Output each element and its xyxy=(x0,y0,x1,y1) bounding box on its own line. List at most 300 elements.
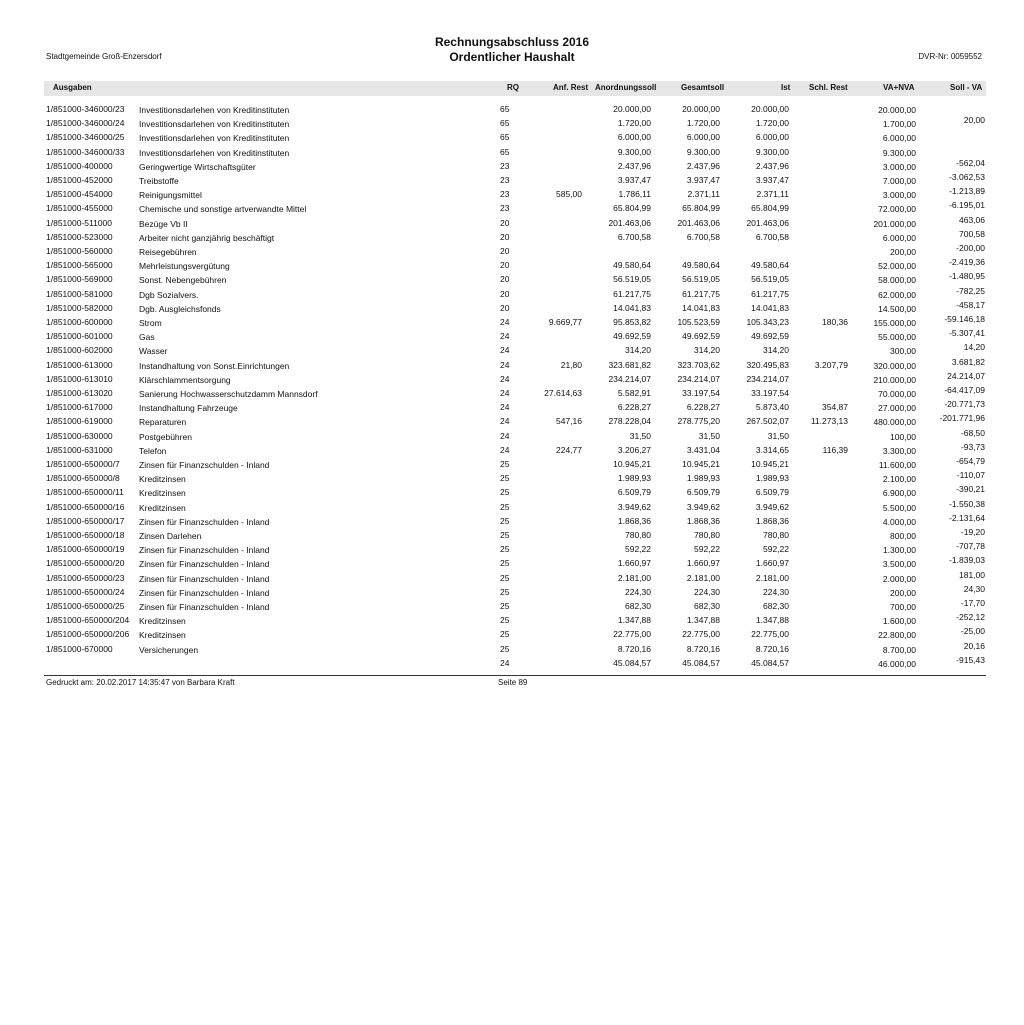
ist-value: 33.197,54 xyxy=(751,388,789,398)
soll-va-value: -654,79 xyxy=(956,456,985,466)
soll-va-value: -5.307,41 xyxy=(949,328,985,339)
soll-va-value: -68,50 xyxy=(960,427,985,438)
account-description: Reparaturen xyxy=(139,417,187,428)
anordnungssoll-value: 6.509,79 xyxy=(617,487,651,498)
gesamtsoll-value: 1.868,36 xyxy=(686,515,720,526)
va-nva-value: 3.300,00 xyxy=(882,445,916,456)
rq-code: 24 xyxy=(500,373,510,384)
account-number: 1/851000-630000 xyxy=(46,430,113,441)
table-row xyxy=(0,640,1024,658)
schl-rest-value: 180,36 xyxy=(822,317,848,327)
soll-va-value: -1.550,38 xyxy=(949,498,985,509)
soll-va-value: 20,16 xyxy=(963,640,985,651)
va-nva-value: 62.000,00 xyxy=(878,289,916,300)
va-nva-value: 3.000,00 xyxy=(882,161,916,172)
gesamtsoll-value: 1.660,97 xyxy=(686,558,720,569)
rq-code: 24 xyxy=(500,444,510,455)
report-subtitle: Ordentlicher Haushalt xyxy=(449,50,575,64)
col-anf-rest: Anf. Rest xyxy=(553,83,589,92)
soll-va-value: 24.214,07 xyxy=(947,370,985,381)
va-nva-value: 320.000,00 xyxy=(873,360,916,371)
va-nva-value: 8.700,00 xyxy=(882,644,916,655)
rq-code: 25 xyxy=(500,629,510,640)
gesamtsoll-value: 61.217,75 xyxy=(682,288,720,299)
rq-code: 25 xyxy=(500,501,510,512)
gesamtsoll-value: 20.000,00 xyxy=(682,104,720,114)
rq-code: 20 xyxy=(500,231,510,242)
ist-value: 224,30 xyxy=(763,586,789,597)
gesamtsoll-value: 234.214,07 xyxy=(677,373,720,384)
account-description: Zinsen für Finanzschulden - Inland xyxy=(139,602,270,612)
ist-value: 1.720,00 xyxy=(755,118,789,129)
soll-va-value: -201.771,96 xyxy=(939,413,985,424)
col-rq: RQ xyxy=(507,83,519,92)
anf-rest-value: 224,77 xyxy=(556,444,582,455)
table-row xyxy=(0,271,1024,288)
table-row xyxy=(0,132,1024,146)
table-row xyxy=(0,257,1024,274)
anordnungssoll-value: 1.786,11 xyxy=(618,189,651,200)
ist-value: 5.873,40 xyxy=(755,402,789,413)
account-description: Kreditzinsen xyxy=(139,616,186,627)
account-number: 1/851000-400000 xyxy=(46,160,113,171)
account-description: Investitionsdarlehen von Kreditinstituten xyxy=(139,133,290,144)
rq-code: 65 xyxy=(500,146,510,157)
gesamtsoll-value: 56.519,05 xyxy=(682,274,720,285)
anordnungssoll-value: 6.228,27 xyxy=(617,402,651,413)
gesamtsoll-value: 49.580,64 xyxy=(682,260,720,271)
col-ist: Ist xyxy=(781,83,791,92)
rq-code: 23 xyxy=(500,175,510,185)
soll-va-value: -25,00 xyxy=(960,626,985,637)
gesamtsoll-value: 201.463,06 xyxy=(677,217,720,228)
anordnungssoll-value: 323.681,82 xyxy=(608,359,651,370)
rq-code: 24 xyxy=(500,657,510,668)
soll-va-value: -6.195,01 xyxy=(949,200,985,211)
ist-value: 1.868,36 xyxy=(755,515,789,526)
soll-va-value: -782,25 xyxy=(956,285,985,296)
table-row xyxy=(0,399,1024,416)
anf-rest-value: 9.669,77 xyxy=(548,317,582,327)
account-description: Wasser xyxy=(139,346,168,357)
col-anordnungssoll: Anordnungssoll xyxy=(595,83,657,92)
soll-va-value: -64.417,09 xyxy=(944,385,985,395)
rq-code: 25 xyxy=(500,601,510,611)
va-nva-value: 3.500,00 xyxy=(882,559,916,570)
account-description: Chemische und sonstige artverwandte Mittel xyxy=(139,204,307,215)
ist-value: 49.692,59 xyxy=(751,331,789,342)
anordnungssoll-value: 61.217,75 xyxy=(613,288,651,299)
ist-value: 61.217,75 xyxy=(751,288,789,299)
va-nva-value: 6.000,00 xyxy=(882,232,916,243)
table-row xyxy=(0,285,1024,303)
rq-code: 20 xyxy=(500,274,510,285)
gesamtsoll-value: 9.300,00 xyxy=(686,146,720,157)
ist-value: 6.000,00 xyxy=(755,132,789,143)
anordnungssoll-value: 592,22 xyxy=(625,544,651,555)
ist-value: 31,50 xyxy=(767,430,789,441)
gesamtsoll-value: 8.720,16 xyxy=(686,643,720,654)
va-nva-value: 27.000,00 xyxy=(878,403,916,414)
table-row xyxy=(0,527,1024,544)
soll-va-value: -252,12 xyxy=(956,612,985,623)
ist-value: 105.343,23 xyxy=(746,317,789,327)
gesamtsoll-value: 224,30 xyxy=(694,586,720,597)
table-row xyxy=(0,214,1024,232)
gesamtsoll-value: 682,30 xyxy=(694,601,720,611)
va-nva-value: 6.000,00 xyxy=(882,133,916,144)
rq-code: 20 xyxy=(500,302,510,313)
account-number: 1/851000-346000/25 xyxy=(46,132,125,143)
anordnungssoll-value: 3.949,62 xyxy=(617,501,651,512)
dvr-number: DVR-Nr: 0059552 xyxy=(918,52,982,61)
va-nva-value: 14.500,00 xyxy=(878,303,916,314)
anordnungssoll-value: 20.000,00 xyxy=(613,104,651,114)
gesamtsoll-value: 3.949,62 xyxy=(686,501,720,512)
anordnungssoll-value: 780,80 xyxy=(625,530,651,540)
col-schl-rest: Schl. Rest xyxy=(809,83,848,92)
rq-code: 25 xyxy=(500,572,510,583)
gesamtsoll-value: 105.523,59 xyxy=(677,317,720,327)
account-number: 1/851000-582000 xyxy=(46,302,113,313)
rq-code: 24 xyxy=(500,430,510,441)
account-description: Zinsen für Finanzschulden - Inland xyxy=(139,573,270,584)
soll-va-value: -1.213,89 xyxy=(949,186,985,197)
printed-info: Gedruckt am: 20.02.2017 14:35:47 von Barbara Kraft xyxy=(46,678,235,687)
gesamtsoll-value: 1.720,00 xyxy=(686,118,720,129)
anordnungssoll-value: 2.181,00 xyxy=(617,572,651,583)
soll-va-value: -20.771,73 xyxy=(944,399,985,410)
account-description: Kreditzinsen xyxy=(139,488,186,499)
rq-code: 25 xyxy=(500,643,510,654)
account-number: 1/851000-631000 xyxy=(46,444,113,455)
anordnungssoll-value: 278.228,04 xyxy=(608,416,651,427)
anordnungssoll-value: 3.937,47 xyxy=(617,175,651,185)
account-number: 1/851000-346000/23 xyxy=(46,104,125,114)
table-row xyxy=(0,328,1024,345)
table-row xyxy=(0,484,1024,501)
va-nva-value: 52.000,00 xyxy=(878,261,916,272)
soll-va-value: -93,73 xyxy=(960,441,985,452)
soll-va-value: -200,00 xyxy=(956,243,985,253)
anordnungssoll-value: 6.700,58 xyxy=(617,231,651,242)
table-row xyxy=(0,200,1024,217)
gesamtsoll-value: 45.084,57 xyxy=(682,657,720,668)
anordnungssoll-value: 1.720,00 xyxy=(617,118,651,129)
account-number: 1/851000-617000 xyxy=(46,402,113,413)
account-number: 1/851000-613010 xyxy=(46,373,113,384)
account-number: 1/851000-650000/23 xyxy=(46,572,125,583)
va-nva-value: 2.100,00 xyxy=(882,474,916,485)
page-number: Seite 89 xyxy=(498,678,528,687)
anf-rest-value: 21,80 xyxy=(560,359,582,370)
rq-code: 25 xyxy=(500,558,510,569)
va-nva-value: 480.000,00 xyxy=(873,417,916,428)
rq-code: 23 xyxy=(500,160,510,171)
ist-value: 3.937,47 xyxy=(755,175,789,185)
account-description: Zinsen für Finanzschulden - Inland xyxy=(139,460,270,470)
va-nva-value: 1.700,00 xyxy=(882,119,916,130)
table-row xyxy=(0,498,1024,516)
soll-va-value: -2.419,36 xyxy=(949,257,985,268)
va-nva-value: 100,00 xyxy=(890,431,916,442)
soll-va-value: -59.146,18 xyxy=(944,314,985,324)
anordnungssoll-value: 65.804,99 xyxy=(613,203,651,214)
table-row xyxy=(0,228,1024,246)
account-description: Reisegebühren xyxy=(139,247,197,257)
anordnungssoll-value: 49.692,59 xyxy=(613,331,651,342)
va-nva-value: 3.000,00 xyxy=(882,190,916,201)
table-row xyxy=(0,441,1024,459)
table-row xyxy=(0,555,1024,572)
rq-code: 24 xyxy=(500,345,510,356)
report-title: Rechnungsabschluss 2016 xyxy=(434,35,590,49)
rq-code: 24 xyxy=(500,331,510,342)
soll-va-value: -915,43 xyxy=(956,654,985,665)
account-number: 1/851000-619000 xyxy=(46,416,113,427)
gesamtsoll-value: 65.804,99 xyxy=(682,203,720,214)
gesamtsoll-value: 592,22 xyxy=(694,544,720,555)
ist-value: 267.502,07 xyxy=(746,416,789,427)
account-description: Reinigungsmittel xyxy=(139,190,202,201)
anordnungssoll-value: 9.300,00 xyxy=(617,146,651,157)
rq-code: 25 xyxy=(500,615,510,626)
account-number: 1/851000-511000 xyxy=(46,217,113,228)
rq-code: 65 xyxy=(500,118,510,129)
col-va-nva: VA+NVA xyxy=(883,83,915,92)
table-row xyxy=(0,314,1024,331)
account-description: Mehrleistungsvergütung xyxy=(139,261,230,272)
ist-value: 65.804,99 xyxy=(751,203,789,214)
table-row xyxy=(0,342,1024,359)
account-description: Sanierung Hochwasserschutzdamm Mannsdorf xyxy=(139,389,318,399)
ist-value: 56.519,05 xyxy=(751,274,789,285)
rq-code: 25 xyxy=(500,586,510,597)
anordnungssoll-value: 201.463,06 xyxy=(608,217,651,228)
account-description: Investitionsdarlehen von Kreditinstituten xyxy=(139,105,290,115)
ist-value: 3.314,65 xyxy=(755,444,789,455)
ist-value: 1.347,88 xyxy=(755,615,789,626)
soll-va-value: 3.681,82 xyxy=(951,356,985,367)
anordnungssoll-value: 2.437,96 xyxy=(617,160,651,171)
gesamtsoll-value: 33.197,54 xyxy=(682,388,720,398)
va-nva-value: 46.000,00 xyxy=(878,658,916,669)
soll-va-value: 24,30 xyxy=(963,583,985,594)
account-description: Zinsen Darlehen xyxy=(139,531,202,541)
table-row xyxy=(0,598,1024,615)
account-number: 1/851000-650000/25 xyxy=(46,601,125,611)
table-row xyxy=(0,470,1024,487)
rq-code: 23 xyxy=(500,189,510,200)
rq-code: 24 xyxy=(500,317,510,327)
account-number: 1/851000-650000/7 xyxy=(46,459,120,469)
rq-code: 25 xyxy=(500,487,510,498)
gesamtsoll-value: 1.347,88 xyxy=(686,615,720,626)
va-nva-value: 200,00 xyxy=(890,587,916,598)
col-gesamtsoll: Gesamtsoll xyxy=(681,83,725,92)
account-number: 1/851000-452000 xyxy=(46,175,113,185)
va-nva-value: 72.000,00 xyxy=(878,204,916,215)
gesamtsoll-value: 278.775,20 xyxy=(677,416,720,427)
soll-va-value: 20,00 xyxy=(963,115,985,126)
account-number: 1/851000-601000 xyxy=(46,331,113,342)
account-number: 1/851000-454000 xyxy=(46,189,113,200)
gesamtsoll-value: 3.431,04 xyxy=(686,444,720,455)
account-description: Sonst. Nebengebühren xyxy=(139,275,227,286)
gesamtsoll-value: 314,20 xyxy=(694,345,720,356)
va-nva-value: 20.000,00 xyxy=(878,105,916,115)
anordnungssoll-value: 14.041,83 xyxy=(613,302,651,313)
gesamtsoll-value: 22.775,00 xyxy=(682,629,720,640)
soll-va-value: 14,20 xyxy=(963,342,985,353)
soll-va-value: -1.480,95 xyxy=(949,271,985,282)
anordnungssoll-value: 1.989,93 xyxy=(617,473,651,484)
va-nva-value: 210.000,00 xyxy=(873,374,916,385)
anf-rest-value: 27.614,63 xyxy=(544,388,582,398)
ist-value: 20.000,00 xyxy=(751,104,789,114)
gesamtsoll-value: 3.937,47 xyxy=(686,175,720,185)
municipality-name: Stadtgemeinde Groß-Enzersdorf xyxy=(46,52,162,61)
va-nva-value: 55.000,00 xyxy=(878,332,916,343)
soll-va-value: -562,04 xyxy=(956,157,985,168)
rq-code: 23 xyxy=(500,203,510,214)
gesamtsoll-value: 6.509,79 xyxy=(686,487,720,498)
va-nva-value: 58.000,00 xyxy=(878,275,916,286)
account-number: 1/851000-602000 xyxy=(46,345,113,356)
account-description: Zinsen für Finanzschulden - Inland xyxy=(139,587,270,598)
account-number: 1/851000-569000 xyxy=(46,274,113,285)
account-number: 1/851000-613000 xyxy=(46,359,113,370)
anordnungssoll-value: 234.214,07 xyxy=(608,373,651,384)
anordnungssoll-value: 1.868,36 xyxy=(617,515,651,526)
gesamtsoll-value: 6.228,27 xyxy=(686,402,720,413)
anordnungssoll-value: 56.519,05 xyxy=(613,274,651,285)
va-nva-value: 300,00 xyxy=(890,346,916,357)
soll-va-value: -1.839,03 xyxy=(949,555,985,566)
account-number: 1/851000-650000/17 xyxy=(46,515,125,526)
gesamtsoll-value: 6.000,00 xyxy=(686,132,720,143)
gesamtsoll-value: 31,50 xyxy=(698,430,720,441)
va-nva-value: 201.000,00 xyxy=(873,218,916,229)
table-row xyxy=(0,147,1024,161)
table-row xyxy=(0,569,1024,587)
anf-rest-value: 585,00 xyxy=(556,189,582,200)
va-nva-value: 7.000,00 xyxy=(882,176,916,186)
account-number: 1/851000-650000/16 xyxy=(46,501,125,512)
va-nva-value: 5.500,00 xyxy=(882,502,916,513)
rq-code: 20 xyxy=(500,260,510,271)
account-number: 1/851000-346000/33 xyxy=(46,146,125,157)
rq-code: 25 xyxy=(500,515,510,526)
anordnungssoll-value: 45.084,57 xyxy=(613,657,651,668)
gesamtsoll-value: 2.371,11 xyxy=(687,189,720,200)
rq-code: 20 xyxy=(500,288,510,299)
account-number: 1/851000-650000/204 xyxy=(46,615,130,626)
ist-value: 6.509,79 xyxy=(755,487,789,498)
gesamtsoll-value: 6.700,58 xyxy=(686,231,720,242)
account-description: Dgb. Ausgleichsfonds xyxy=(139,303,221,314)
va-nva-value: 800,00 xyxy=(890,531,916,541)
ist-value: 780,80 xyxy=(763,530,789,540)
ist-value: 49.580,64 xyxy=(751,260,789,271)
rq-code: 24 xyxy=(500,402,510,413)
va-nva-value: 70.000,00 xyxy=(878,389,916,399)
account-description: Kreditzinsen xyxy=(139,502,186,513)
account-description: Investitionsdarlehen von Kreditinstituten xyxy=(139,119,290,130)
rq-code: 20 xyxy=(500,246,510,256)
ist-value: 314,20 xyxy=(763,345,789,356)
va-nva-value: 1.300,00 xyxy=(882,545,916,556)
account-number: 1/851000-650000/19 xyxy=(46,544,125,555)
account-description: Strom xyxy=(139,318,162,328)
table-row xyxy=(0,186,1024,203)
gesamtsoll-value: 49.692,59 xyxy=(682,331,720,342)
table-row xyxy=(0,541,1024,558)
soll-va-value: -458,17 xyxy=(956,299,985,310)
anordnungssoll-value: 6.000,00 xyxy=(617,132,651,143)
table-row xyxy=(0,654,1024,672)
ist-value: 1.660,97 xyxy=(755,558,789,569)
footer-divider xyxy=(44,675,986,676)
account-description: Zinsen für Finanzschulden - Inland xyxy=(139,559,270,570)
account-number: 1/851000-650000/8 xyxy=(46,473,120,484)
col-soll-va: Soll - VA xyxy=(950,83,983,92)
account-number: 1/851000-346000/24 xyxy=(46,118,125,129)
ist-value: 8.720,16 xyxy=(755,643,789,654)
table-row xyxy=(0,385,1024,402)
account-number: 1/851000-650000/20 xyxy=(46,558,125,569)
table-row xyxy=(0,456,1024,473)
ist-value: 234.214,07 xyxy=(746,373,789,384)
account-number: 1/851000-670000 xyxy=(46,643,113,654)
anordnungssoll-value: 49.580,64 xyxy=(613,260,651,271)
rq-code: 24 xyxy=(500,359,510,370)
account-description: Investitionsdarlehen von Kreditinstituten xyxy=(139,147,290,158)
schl-rest-value: 354,87 xyxy=(822,402,848,413)
soll-va-value: 181,00 xyxy=(959,569,985,580)
gesamtsoll-value: 14.041,83 xyxy=(682,302,720,313)
soll-va-value: 700,58 xyxy=(959,228,985,239)
va-nva-value: 700,00 xyxy=(890,602,916,612)
ist-value: 6.700,58 xyxy=(755,231,789,242)
ist-value: 14.041,83 xyxy=(751,302,789,313)
ist-value: 2.371,11 xyxy=(756,189,789,200)
schl-rest-value: 116,39 xyxy=(822,444,848,455)
rq-code: 24 xyxy=(500,388,510,398)
table-row xyxy=(0,104,1024,118)
ist-value: 2.181,00 xyxy=(755,572,789,583)
anordnungssoll-value: 1.660,97 xyxy=(617,558,651,569)
table-row xyxy=(0,612,1024,629)
table-row xyxy=(0,583,1024,601)
ist-value: 201.463,06 xyxy=(746,217,789,228)
table-row xyxy=(0,157,1024,175)
va-nva-value: 155.000,00 xyxy=(873,318,916,328)
account-description: Telefon xyxy=(139,445,167,456)
account-number: 1/851000-581000 xyxy=(46,288,113,299)
account-number: 1/851000-600000 xyxy=(46,317,113,327)
ist-value: 3.949,62 xyxy=(755,501,789,512)
rq-code: 20 xyxy=(500,217,510,228)
rq-code: 65 xyxy=(500,104,510,114)
account-number: 1/851000-650000/18 xyxy=(46,530,125,540)
table-row xyxy=(0,299,1024,317)
account-description: Kreditzinsen xyxy=(139,630,186,641)
table-row xyxy=(0,427,1024,445)
va-nva-value: 11.600,00 xyxy=(878,460,916,470)
gesamtsoll-value: 2.437,96 xyxy=(686,160,720,171)
rq-code: 25 xyxy=(500,530,510,540)
